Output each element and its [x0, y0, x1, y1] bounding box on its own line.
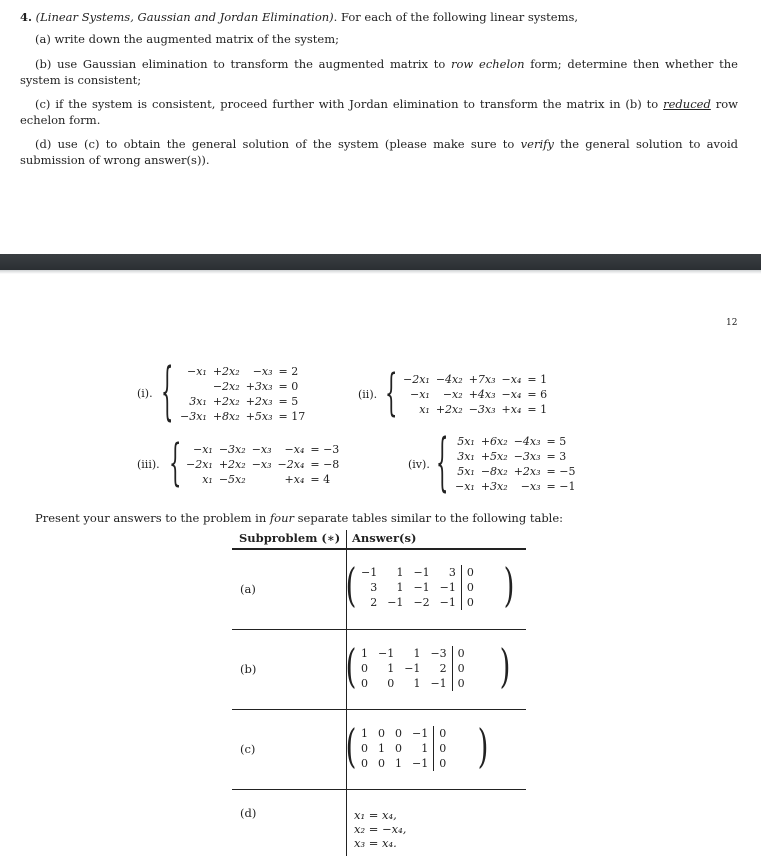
- part-c-text: (c) if the system is consistent, proceed further with Jordan elimination to transform the matrix in (b) to reduced row echelon form.: [20, 97, 738, 127]
- part-a-text: (a) write down the augmented matrix of the system;: [35, 32, 339, 46]
- page-number: 12: [726, 318, 738, 328]
- problem-heading: [20, 10, 740, 24]
- problem-number: 4.: [20, 10, 33, 24]
- solution-line: x₂ = −x₄,: [354, 822, 407, 836]
- page-divider-shadow: [0, 270, 761, 274]
- row-rule-c: [232, 789, 526, 790]
- system-iii-label: (iii).: [137, 458, 160, 471]
- row-label-a: (a): [240, 582, 256, 596]
- system-iv-equations: 5x₁ +6x₂ −4x₃ = 5 3x₁ +5x₂ −3x₃ = 3 5x₁ −8x₂ +2x₃ = −5 −x₁ +3x₂ −x₃ = −1: [455, 435, 576, 493]
- right-paren: ): [477, 719, 489, 773]
- page-divider: [0, 254, 761, 270]
- row-label-c: (c): [240, 742, 256, 756]
- matrix-c: [345, 719, 489, 773]
- left-paren: (: [345, 558, 357, 612]
- system-i-brace: {: [161, 353, 174, 430]
- problem-title: (Linear Systems, Gaussian and Jordan Elimination): [35, 10, 334, 24]
- system-iv-label: (iv).: [408, 458, 430, 471]
- matrix-b-grid: 1 −1 1 −3 0 0 1 −1 2 0 0 0 1 −1 0: [356, 646, 470, 691]
- row-rule-b: [232, 709, 526, 710]
- row-label-b: (b): [240, 662, 257, 676]
- solution-line: x₁ = x₄,: [354, 808, 397, 822]
- present-instructions: Present your answers to the problem in four separate tables similar to the following table:: [35, 511, 564, 525]
- row-label-d: (d): [240, 806, 257, 820]
- matrix-a: [345, 558, 515, 612]
- matrix-a-grid: −1 1 −1 3 0 3 1 −1 −1 0 2 −1 −2 −1 0: [356, 565, 479, 610]
- system-iii-brace: {: [169, 433, 182, 493]
- system-ii-equations: −2x₁ −4x₂ +7x₃ −x₄ = 1 −x₁ −x₂ +4x₃ −x₄ = 6 x₁ +2x₂ −3x₃ +x₄ = 1: [403, 373, 548, 416]
- part-d-text: (d) use (c) to obtain the general solution of the system (please make sure to verify the general solution to avoid submission of wrong answer(s)).: [20, 137, 738, 167]
- matrix-b: [345, 639, 511, 693]
- system-i-label: (i).: [137, 387, 153, 400]
- solution-line: x₃ = x₄.: [354, 836, 397, 850]
- header-rule-2: [232, 549, 526, 550]
- row-rule-a: [232, 629, 526, 630]
- system-ii-brace: {: [385, 363, 398, 423]
- system-ii-label: (ii).: [358, 388, 378, 401]
- system-iv-brace: {: [436, 424, 449, 501]
- general-solution: [354, 808, 406, 850]
- header-subproblem: Subproblem (∗): [239, 531, 341, 545]
- right-paren: ): [503, 558, 515, 612]
- left-paren: (: [345, 639, 357, 693]
- matrix-c-grid: 1 0 0 −1 0 0 1 0 1 0 0 0 1 −1 0: [356, 726, 451, 771]
- part-b-text: (b) use Gaussian elimination to transform the augmented matrix to row echelon form; determine then whether the system is consistent;: [20, 57, 738, 87]
- problem-intro: . For each of the following linear systems,: [333, 10, 579, 24]
- left-paren: (: [345, 719, 357, 773]
- right-paren: ): [499, 639, 511, 693]
- system-iii-equations: −x₁ −3x₂ −x₃ −x₄ = −3 −2x₁ +2x₂ −x₃ −2x₄ = −8 x₁ −5x₂ +x₄ = 4: [186, 443, 340, 486]
- page-top: [0, 0, 761, 250]
- system-i-equations: −x₁ +2x₂ −x₃ = 2 −2x₂ +3x₃ = 0 3x₁ +2x₂ +2x₃ = 5 −3x₁ +8x₂ +5x₃ = 17: [180, 365, 306, 423]
- header-answers: Answer(s): [352, 531, 417, 545]
